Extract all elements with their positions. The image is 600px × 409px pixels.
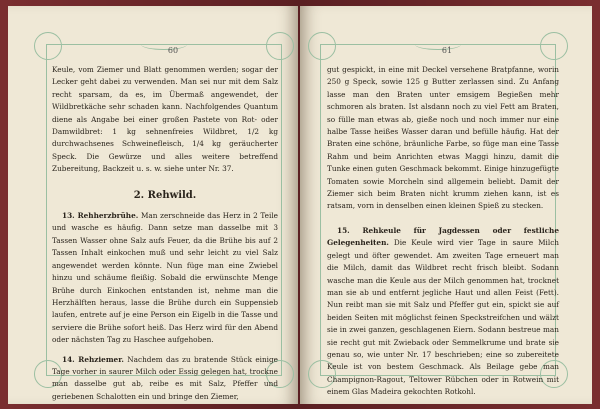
intro-paragraph: Keule, vom Ziemer und Blatt genommen werden; sogar der Lecker geht dabei zu verwenden. Man sei nur mit dem Salz recht sparsam, da es, im Übermaß angewendet, der Wildbretkäche sehr schaden kann. Nachfolgendes Quantum diene als Angabe bei einer großen Pastete von Rot- oder Damwildbret: 1 kg sehnenfreies Wildbret, 1/2 kg durchwachsenes Schweinefleisch, 1/4 kg geräucherter Speck. Die Gewürze und alles weitere betreffend Zubereitung, Backzeit u. s. w. siehe unter Nr. 37. (52, 65, 278, 174)
recipe-entry (52, 354, 278, 404)
recipe-title: 15. Rehkeule für Jagdessen oder festliche Gelegenheiten. (327, 225, 559, 248)
corner-ornament (34, 32, 62, 60)
section-title: 2. Rehwild. (133, 189, 197, 201)
corner-ornament (266, 32, 294, 60)
recipe-text: Man zerschneide das Herz in 2 Teile und wasche es häufig. Dann setze man dasselbe mit 3 Tassen Wasser ohne Salz aufs Feuer, da die Brühe bis auf 2 Tassen Inhalt einkochen muß und sehr leicht zu viel Salz angewendet werden könnte. Nun füge man eine Zwiebel hinzu und schäume fleißig. Sobald die erwünschte Menge Brühe durch Einkochen entstanden ist, nehme man die Herzhälften heraus, lasse die Brühe durch ein Suppensieb laufen, entrete auf je eine Person ein Eigelb in die Tasse und serviere die Brühe sofort heiß. Das Herz wird für den Abend oder nächsten Tag zu Haschee aufgehoben. (52, 211, 278, 345)
recipe-entry (327, 225, 559, 399)
recipe-text: Die Keule wird vier Tage in saure Milch gelegt und öfter gewendet. Am zweiten Tage erneuert man die Milch, damit das Wildbret recht frisch bleibt. Sodann wasche man die Keule aus der Milch genommen hat, trocknet man sie ab und entfernt jegliche Haut und allen Feist (Fett). Nun reibt man sie mit Salz und Pfeffer gut ein, spickt sie auf beiden Seiten mit möglichst feinen Speckstreifchen und wälzt sie in zwei ganzen, geschlagenen Eiern. Sodann bestreue man sie recht gut mit Zwieback oder Semmelkrume und brate sie genau so, wie unter Nr. 17 beschrieben; eine so zubereitete Keule ist von bestem Geschmack. Als Beilage gebe man Champignon-Ragout, Teltower Rübchen oder in Rotwein mit einem Glas Madeira gekochten Rotkohl. (327, 238, 559, 397)
page-number: 60 (167, 46, 179, 55)
recipe-text: Nachdem das zu bratende Stück einige Tage vorher in saurer Milch oder Essig gelegen hat, trockne man dasselbe gut ab, reibe es mit Salz, Pfeffer und geriebenen Schalotten ein und bringe den Ziemer, (52, 354, 279, 401)
recipe-title: 14. Rehziemer. (62, 354, 124, 364)
page-text (52, 64, 278, 403)
page-text (327, 64, 559, 399)
left-page (8, 6, 298, 404)
corner-ornament (308, 32, 336, 60)
page-number: 61 (441, 46, 453, 55)
recipe-title: 13. Rehherzbrühe. (62, 211, 139, 221)
intro-paragraph: gut gespickt, in eine mit Deckel versehene Bratpfanne, worin 250 g Speck, sowie 125 g Butter zerlassen sind. Zu Anfang lasse man den Braten unter emsigem Begießen mehr schmoren als braten. Ist alsdann noch zu viel Fett am Braten, so fülle man etwas ab, gieße noch und noch immer nur eine halbe Tasse heißes Wasser daran und befülle häufig. Hat der Braten eine schöne, bräunliche Farbe, so füge man eine Tasse Rahm und beim Anrichten etwas Maggi hinzu, damit die Tunke einen guten Geschmack bekommt. Einige hinzugefügte Tomaten sowie Morcheln sind allgemein beliebt. Damit der Ziemer sich beim Braten nicht krumm ziehen kann, ist es ratsam, vorn in denselben einen kleinen Spieß zu stecken. (327, 65, 559, 211)
corner-ornament (540, 32, 568, 60)
recipe-entry (52, 210, 278, 346)
right-page (300, 6, 592, 404)
